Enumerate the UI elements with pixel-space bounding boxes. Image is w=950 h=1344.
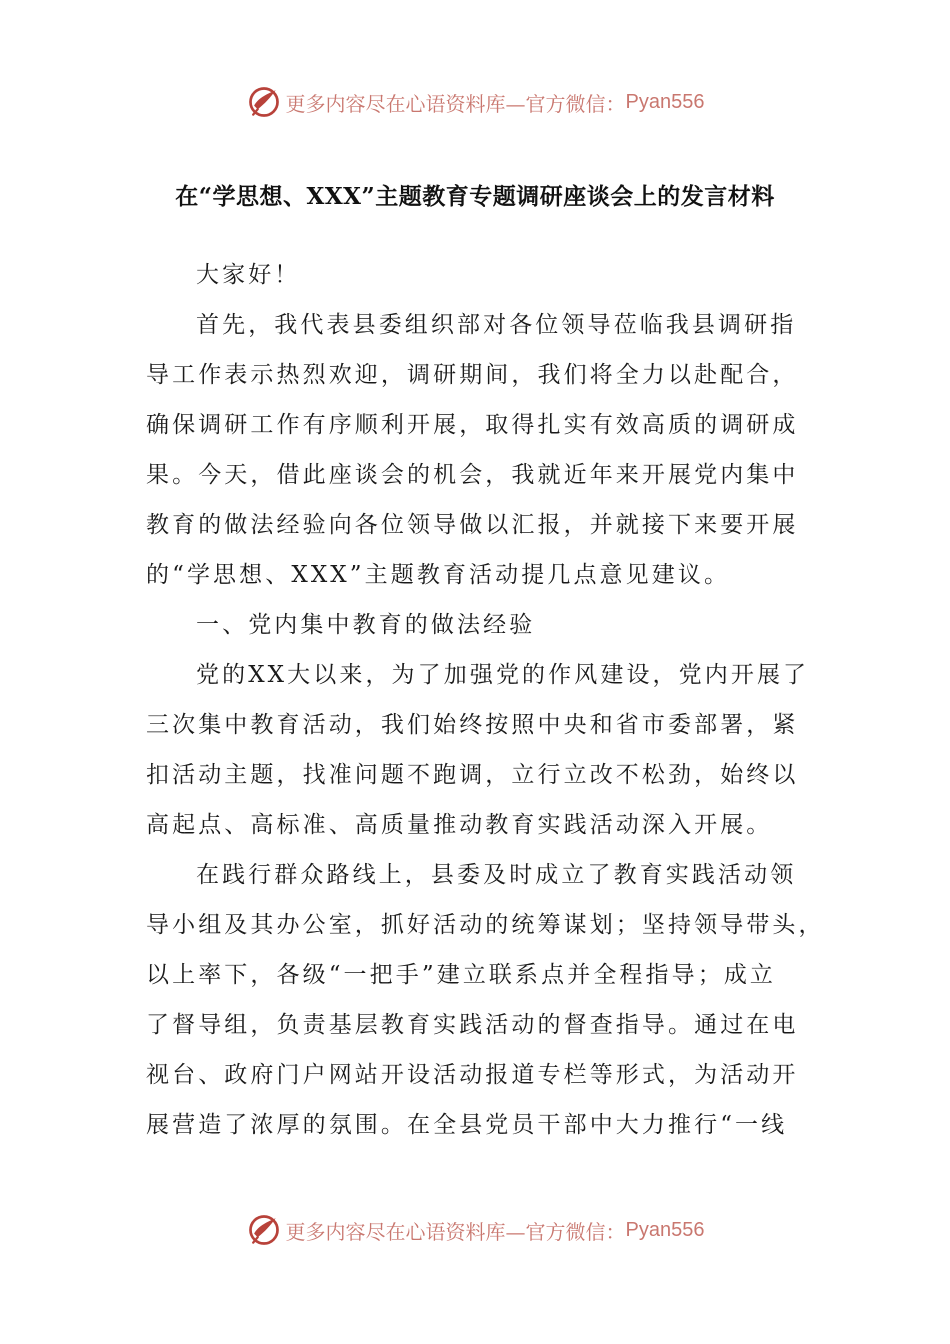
paragraph-line: 视台、政府门户网站开设活动报道专栏等形式，为活动开: [146, 1062, 799, 1088]
paragraph-line: 果。今天，借此座谈会的机会，我就近年来开展党内集中: [146, 462, 799, 488]
section-heading: 一、党内集中教育的做法经验: [196, 612, 536, 638]
paragraph-line: 首先，我代表县委组织部对各位领导莅临我县调研指: [196, 312, 797, 338]
paragraph-line: 在践行群众路线上，县委及时成立了教育实践活动领: [196, 862, 797, 888]
paragraph-line: 高起点、高标准、高质量推动教育实践活动深入开展。: [146, 812, 773, 838]
paragraph-line: 以上率下，各级“一把手”建立联系点并全程指导；成立: [146, 962, 777, 988]
pen-logo-icon: [246, 1212, 282, 1248]
paragraph-line: 三次集中教育活动，我们始终按照中央和省市委部署，紧: [146, 712, 799, 738]
paragraph-line: 教育的做法经验向各位领导做以汇报，并就接下来要开展: [146, 512, 799, 538]
paragraph-line: 展营造了浓厚的氛围。在全县党员干部中大力推行“一线: [146, 1112, 788, 1138]
paragraph-line: 导小组及其办公室，抓好活动的统筹谋划；坚持领导带头，: [146, 912, 825, 938]
pen-logo-icon: [246, 84, 282, 120]
wechat-id: Pyan556: [625, 90, 705, 113]
wechat-id: Pyan556: [625, 1218, 705, 1241]
watermark-text: 更多内容尽在心语资料库—官方微信：: [285, 1219, 626, 1244]
greeting-line: 大家好！: [196, 262, 301, 288]
paragraph-line: 导工作表示热烈欢迎，调研期间，我们将全力以赴配合，: [146, 362, 799, 388]
paragraph-line: 了督导组，负责基层教育实践活动的督查指导。通过在电: [146, 1012, 799, 1038]
paragraph-line: 确保调研工作有序顺利开展，取得扎实有效高质的调研成: [146, 412, 799, 438]
paragraph-line: 党的XX大以来，为了加强党的作风建设，党内开展了: [196, 662, 810, 688]
document-title: 在“学思想、XXX”主题教育专题调研座谈会上的发言材料: [175, 183, 775, 210]
watermark-text: 更多内容尽在心语资料库—官方微信：: [285, 91, 626, 116]
paragraph-line: 扣活动主题，找准问题不跑调，立行立改不松劲，始终以: [146, 762, 799, 788]
header-watermark-banner: [0, 82, 950, 122]
document-body: [146, 250, 825, 1150]
footer-watermark-banner: [0, 1210, 950, 1250]
paragraph-line: 的“学思想、XXX”主题教育活动提几点意见建议。: [146, 562, 731, 588]
